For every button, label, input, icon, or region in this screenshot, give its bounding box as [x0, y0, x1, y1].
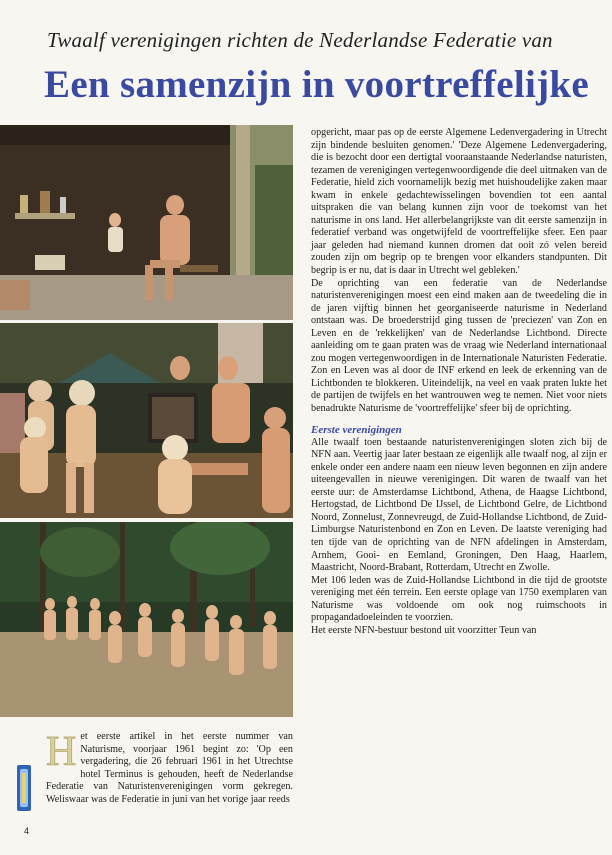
subheading: Eerste verenigingen [311, 423, 402, 436]
article-paragraph: Alle twaalf toen bestaande naturistenverenigingen sloten zich bij de NFN aan. Veertig jaar later bestaan ze eigenlijk alle twaalf nog, al zijn er enkele onder een andere naam een nieuw leven begonnen en zijn andere uiteengevallen in nieuwe verenigingen. Dit waren de twaalf van het eerste uur: de Amsterdamse Lichtbond, Athena, de Haagse Lichtbond, Hertogstad, de Lichtbond De IJssel, de Lichtbond Gelre, de Lichtbond Noord, Zonnelust, Zonnevreugd, de Zuid-Hollandse Lichtbond, de Zuid-Limburgse Naturistenbond en Zon en Leven. De laatste vereniging had ten tijde van de oprichting van de NFN afdelingen in Amsterdam, Arnhem, Gooi- en Eemland, Groningen, Den Haag, Haarlem, Maastricht, Noord-Brabant, Rotterdam, Utrecht en Zwolle. [311, 436, 607, 574]
drop-cap: H [46, 729, 77, 775]
headline: Een samenzijn in voortreffelijke [44, 63, 590, 106]
kicker-line: Twaalf verenigingen richten de Nederlandse Federatie van [47, 28, 553, 52]
article-paragraph: Het eerste NFN-bestuur bestond uit voorzitter Teun van [311, 624, 537, 636]
article-paragraph: et eerste artikel in het eerste nummer van Naturisme, voorjaar 1961 begint zo: 'Op een vergadering, die 26 februari 1961 in het Utrechtse hotel Terminus is gehouden, heeft de Nederlandse Federatie van Naturistenverenigingen vorm gekregen. Weliswaar was de Federatie in juni van het vorige jaar reeds [46, 731, 293, 805]
camp-kitchen-photo [0, 125, 293, 320]
accordion-music-photo [0, 323, 293, 518]
right-article-column [311, 127, 607, 637]
page-number: 4 [24, 826, 30, 836]
outdoor-dance-photo [0, 522, 293, 717]
left-article-column [46, 731, 293, 806]
article-paragraph: Met 106 leden was de Zuid-Hollandse Lichtbond in die tijd de grootste vereniging met één terrein. Een eerste oplage van 1750 exemplaren van Naturisme was voldoende om ook nog ruimschoots in propagandadoeleinden te voorzien. [311, 574, 607, 624]
article-paragraph: De oprichting van een federatie van de Nederlandse naturistenverenigingen moest een eind maken aan de tweedeling die in de jaren vijftig binnen het georganiseerde naturisme in Nederland ontstaan was. De broederstrijd ging tussen de 'preciezen' van Zon en Leven en de 'rekkelijken' van de Nederlandse Lichtbond. Directe aanleiding om te gaan praten was de vraag wie Nederland internationaal zou mogen vertegenwoordigen in de Internationale Naturisten Federatie. Zon en Leven was al door de INF erkend en leek de erkenning van de Lichtbonden te blokkeren. Uiteindelijk, na veel en vaak praten lukte het de partijen de twijfels en het wantrouwen weg te nemen. Niet voor niets benadrukte Naturisme de 'voortreffelijke' sfeer bij de oprichting. [311, 277, 607, 415]
magazine-logo-icon [17, 765, 31, 811]
article-paragraph: opgericht, maar pas op de eerste Algemene Ledenvergadering in Utrecht zijn bindende besluiten genomen.' 'Deze Algemene Ledenvergadering, die is bezocht door een dertigtal vooraanstaande Nederlandse naturisten, tezamen de verenigingen vertegenwoordigende die deel uitmaken van de Federatie, hield zich voornamelijk bezig met huishoudelijke zaken maar kwam in enkele gedachtewisselingen bovendien tot een aantal uitspraken die van belang kunnen zijn voor de toekomst van het naturisme in ons land. Het allerbelangrijkste van dit eerste samenzijn in federatief verband was ongetwijfeld de voortreffelijke sfeer. Een paar jaar geleden had niemand kunnen dromen dat ooit zó velen bereid zouden zijn om begrip op te brengen voor elkanders standpunten. Dit begrip is er nu, dat is daar in Utrecht wel gebleken.' [311, 127, 607, 277]
